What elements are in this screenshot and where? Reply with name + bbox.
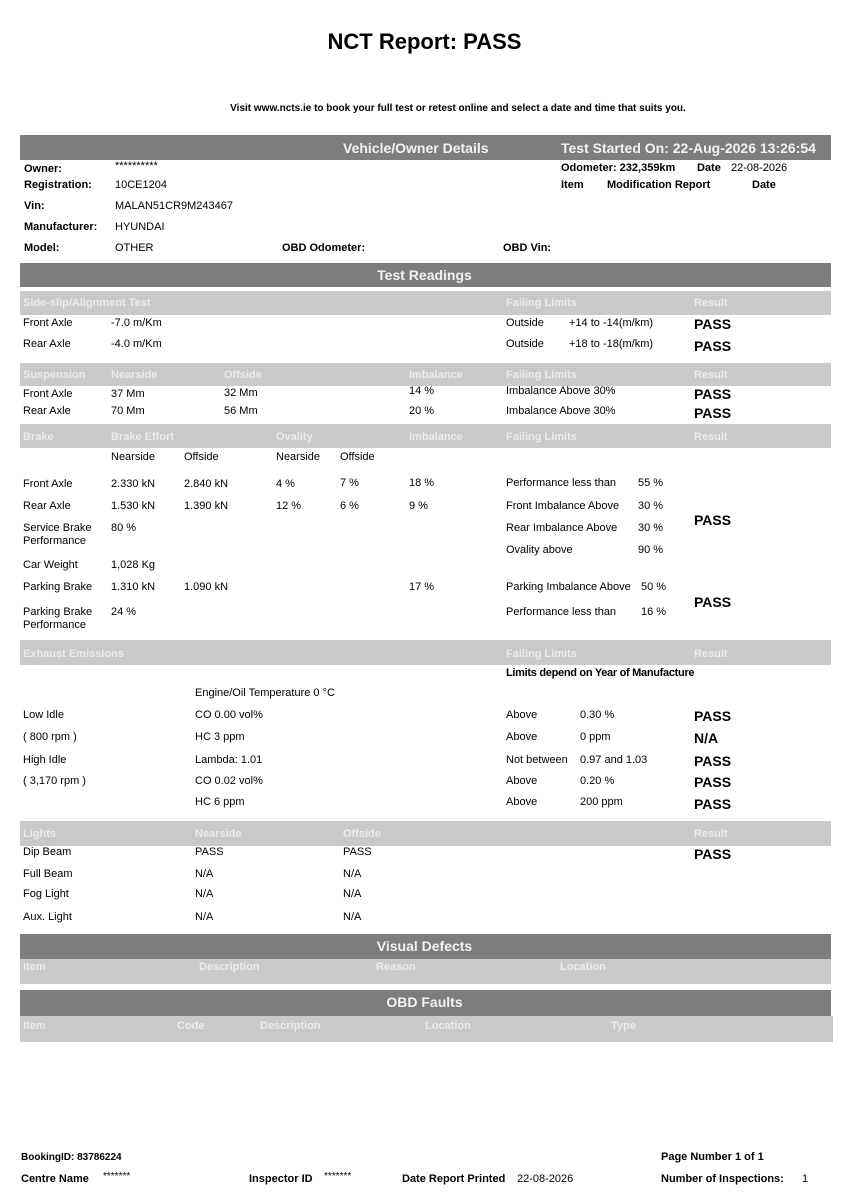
parking-limit-imb-label: Parking Imbalance Above bbox=[506, 581, 631, 593]
emission-lambda-result: PASS bbox=[694, 753, 732, 769]
suspension-front-imb: 14 % bbox=[409, 385, 435, 397]
model-value: OTHER bbox=[115, 242, 154, 254]
lights-near-header: Nearside bbox=[195, 828, 242, 840]
visual-location-header: Location bbox=[560, 961, 606, 973]
owner-value: ********** bbox=[115, 160, 158, 172]
visual-desc-header: Description bbox=[199, 961, 260, 973]
brake-limit-rear-label: Rear Imbalance Above bbox=[506, 522, 618, 534]
high-idle-rpm: ( 3,170 rpm ) bbox=[23, 775, 86, 787]
engine-temp: Engine/Oil Temperature 0 °C bbox=[195, 687, 335, 699]
sideslip-front-value: -7.0 m/Km bbox=[111, 317, 162, 329]
brake-sub-nearside: Nearside bbox=[111, 451, 156, 463]
emission-hc-high: HC 6 ppm bbox=[195, 796, 245, 808]
inspector-id-value: ******* bbox=[324, 1171, 352, 1182]
brake-limit-ovality-label: Ovality above bbox=[506, 544, 573, 556]
emission-co-low-cond: Above bbox=[506, 709, 538, 721]
parking-brake-off: 1.090 kN bbox=[184, 581, 229, 593]
sideslip-front-result: PASS bbox=[694, 316, 732, 332]
brake-effort-header: Brake Effort bbox=[111, 431, 174, 443]
emissions-limits-header: Failing Limits bbox=[506, 648, 577, 660]
brake-ovality-header: Ovality bbox=[276, 431, 313, 443]
light-aux-near: N/A bbox=[195, 911, 214, 923]
emission-hc-high-cond: Above bbox=[506, 796, 538, 808]
suspension-rear-name: Rear Axle bbox=[23, 405, 71, 417]
brake-rear-ov-off: 6 % bbox=[340, 500, 359, 512]
high-idle-label: High Idle bbox=[23, 754, 67, 766]
emission-co-low-limit: 0.30 % bbox=[580, 709, 615, 721]
parking-brake-result: PASS bbox=[694, 594, 732, 610]
low-idle-rpm: ( 800 rpm ) bbox=[23, 731, 77, 743]
sideslip-rear-name: Rear Axle bbox=[23, 338, 71, 350]
lights-header: Lights bbox=[23, 828, 56, 840]
brake-rear-ov-near: 12 % bbox=[276, 500, 302, 512]
brake-imb-header: Imbalance bbox=[409, 431, 463, 443]
light-aux-off: N/A bbox=[343, 911, 362, 923]
parking-perf-label-2: Performance bbox=[23, 619, 86, 631]
booking-id: BookingID: 83786224 bbox=[21, 1152, 122, 1163]
parking-brake-near: 1.310 kN bbox=[111, 581, 156, 593]
sideslip-rear-range: +18 to -18(m/km) bbox=[569, 338, 654, 350]
date-printed-value: 22-08-2026 bbox=[517, 1173, 574, 1185]
brake-front-imb: 18 % bbox=[409, 477, 435, 489]
service-brake-label-2: Performance bbox=[23, 535, 86, 547]
parking-perf-value: 24 % bbox=[111, 606, 137, 618]
lights-result-header: Result bbox=[694, 828, 728, 840]
test-readings-title: Test Readings bbox=[377, 267, 472, 283]
obd-item-header: Item bbox=[23, 1020, 46, 1032]
parking-limit-perf-label: Performance less than bbox=[506, 606, 617, 618]
sideslip-header: Side-slip/Alignment Test bbox=[23, 297, 151, 309]
lights-off-header: Offside bbox=[343, 828, 381, 840]
light-fog-name: Fog Light bbox=[23, 888, 69, 900]
brake-service-result: PASS bbox=[694, 512, 732, 528]
date-printed-label: Date Report Printed bbox=[402, 1173, 506, 1185]
sideslip-rear-result: PASS bbox=[694, 338, 732, 354]
obd-vin-label: OBD Vin: bbox=[503, 242, 552, 254]
inspections-value: 1 bbox=[802, 1173, 809, 1185]
emission-hc-low-limit: 0 ppm bbox=[580, 731, 611, 743]
sideslip-limits-header: Failing Limits bbox=[506, 297, 577, 309]
light-dip-near: PASS bbox=[195, 846, 224, 858]
date-label: Date bbox=[697, 162, 721, 174]
inspector-id-label: Inspector ID bbox=[249, 1173, 313, 1185]
sideslip-rear-outside: Outside bbox=[506, 338, 544, 350]
emission-hc-high-limit: 200 ppm bbox=[580, 796, 623, 808]
emissions-header: Exhaust Emissions bbox=[23, 648, 124, 660]
light-full-name: Full Beam bbox=[23, 868, 73, 880]
registration-label: Registration: bbox=[24, 179, 92, 191]
vehicle-section-title: Vehicle/Owner Details bbox=[343, 140, 489, 156]
inspections-label: Number of Inspections: bbox=[661, 1173, 784, 1185]
obd-location-header: Location bbox=[425, 1020, 471, 1032]
page-title: NCT Report: PASS bbox=[327, 29, 522, 54]
test-started: Test Started On: 22-Aug-2026 13:26:54 bbox=[561, 140, 816, 156]
brake-sub-ov-offside: Offside bbox=[340, 451, 375, 463]
brake-header: Brake bbox=[23, 431, 54, 443]
emission-hc-low-result: N/A bbox=[694, 730, 719, 746]
owner-label: Owner: bbox=[24, 163, 62, 175]
brake-limit-front-label: Front Imbalance Above bbox=[506, 500, 620, 512]
brake-limit-front-value: 30 % bbox=[638, 500, 664, 512]
brake-front-ov-off: 7 % bbox=[340, 477, 359, 489]
visual-defects-title: Visual Defects bbox=[376, 938, 473, 954]
page-number: Page Number 1 of 1 bbox=[661, 1151, 764, 1163]
suspension-rear-imb: 20 % bbox=[409, 405, 435, 417]
brake-front-off: 2.840 kN bbox=[184, 478, 229, 490]
odometer: Odometer: 232,359km bbox=[561, 162, 676, 174]
suspension-header: Suspension bbox=[23, 369, 86, 381]
brake-rear-off: 1.390 kN bbox=[184, 500, 229, 512]
light-dip-off: PASS bbox=[343, 846, 372, 858]
brake-sub-offside: Offside bbox=[184, 451, 219, 463]
obd-type-header: Type bbox=[611, 1020, 636, 1032]
brake-limit-perf-value: 55 % bbox=[638, 477, 664, 489]
brake-rear-name: Rear Axle bbox=[23, 500, 71, 512]
parking-limit-perf-value: 16 % bbox=[641, 606, 667, 618]
emission-co-high-result: PASS bbox=[694, 774, 732, 790]
emission-lambda-cond: Not between bbox=[506, 754, 568, 766]
modification-date-label: Date bbox=[752, 179, 776, 191]
emission-co-low-result: PASS bbox=[694, 708, 732, 724]
item-label: Item bbox=[561, 179, 584, 191]
emission-lambda-limit: 0.97 and 1.03 bbox=[580, 754, 648, 766]
manufacturer-value: HYUNDAI bbox=[115, 221, 165, 233]
emission-co-low: CO 0.00 vol% bbox=[195, 709, 263, 721]
light-aux-name: Aux. Light bbox=[23, 911, 72, 923]
service-brake-value: 80 % bbox=[111, 522, 137, 534]
light-fog-off: N/A bbox=[343, 888, 362, 900]
parking-limit-imb-value: 50 % bbox=[641, 581, 667, 593]
brake-limit-rear-value: 30 % bbox=[638, 522, 664, 534]
sideslip-front-range: +14 to -14(m/km) bbox=[569, 317, 654, 329]
visual-item-header: Item bbox=[23, 961, 46, 973]
car-weight-value: 1,028 Kg bbox=[111, 559, 156, 571]
emission-hc-low-cond: Above bbox=[506, 731, 538, 743]
obd-odometer-label: OBD Odometer: bbox=[282, 242, 366, 254]
suspension-rear-near: 70 Mm bbox=[111, 405, 145, 417]
vin-value: MALAN51CR9M243467 bbox=[115, 200, 234, 212]
emission-co-high: CO 0.02 vol% bbox=[195, 775, 263, 787]
sideslip-front-outside: Outside bbox=[506, 317, 544, 329]
suspension-imb-header: Imbalance bbox=[409, 369, 463, 381]
car-weight-label: Car Weight bbox=[23, 559, 78, 571]
suspension-result-header: Result bbox=[694, 369, 728, 381]
suspension-front-result: PASS bbox=[694, 386, 732, 402]
brake-limit-ovality-value: 90 % bbox=[638, 544, 664, 556]
sideslip-front-name: Front Axle bbox=[23, 317, 73, 329]
suspension-rear-off: 56 Mm bbox=[224, 405, 258, 417]
suspension-limits-header: Failing Limits bbox=[506, 369, 577, 381]
brake-rear-imb: 9 % bbox=[409, 500, 428, 512]
sideslip-result-header: Result bbox=[694, 297, 728, 309]
emission-co-high-limit: 0.20 % bbox=[580, 775, 615, 787]
light-dip-result: PASS bbox=[694, 846, 732, 862]
light-dip-name: Dip Beam bbox=[23, 846, 72, 858]
model-label: Model: bbox=[24, 242, 60, 254]
centre-name-value: ******* bbox=[103, 1171, 131, 1182]
emissions-limits-note: Limits depend on Year of Manufacture bbox=[506, 667, 695, 679]
parking-brake-imb: 17 % bbox=[409, 581, 435, 593]
modification-report-label: Modification Report bbox=[607, 179, 711, 191]
parking-brake-name: Parking Brake bbox=[23, 581, 93, 593]
visual-defects-header-bar bbox=[20, 959, 831, 984]
emission-co-high-cond: Above bbox=[506, 775, 538, 787]
suspension-off-header: Offside bbox=[224, 369, 262, 381]
date-value: 22-08-2026 bbox=[731, 162, 788, 174]
emission-lambda: Lambda: 1.01 bbox=[195, 754, 263, 766]
obd-faults-title: OBD Faults bbox=[386, 994, 463, 1010]
brake-front-ov-near: 4 % bbox=[276, 478, 295, 490]
suspension-rear-result: PASS bbox=[694, 405, 732, 421]
emissions-result-header: Result bbox=[694, 648, 728, 660]
suspension-front-near: 37 Mm bbox=[111, 388, 145, 400]
brake-limits-header: Failing Limits bbox=[506, 431, 577, 443]
brake-front-near: 2.330 kN bbox=[111, 478, 156, 490]
suspension-near-header: Nearside bbox=[111, 369, 158, 381]
sideslip-rear-value: -4.0 m/Km bbox=[111, 338, 162, 350]
visit-text: Visit www.ncts.ie to book your full test or retest online and select a date and time that suits you. bbox=[230, 103, 686, 114]
light-full-near: N/A bbox=[195, 868, 214, 880]
suspension-front-name: Front Axle bbox=[23, 388, 73, 400]
vin-label: Vin: bbox=[24, 200, 45, 212]
suspension-front-limit: Imbalance Above 30% bbox=[506, 385, 616, 397]
brake-rear-near: 1.530 kN bbox=[111, 500, 156, 512]
light-fog-near: N/A bbox=[195, 888, 214, 900]
obd-code-header: Code bbox=[177, 1020, 205, 1032]
brake-result-header: Result bbox=[694, 431, 728, 443]
manufacturer-label: Manufacturer: bbox=[24, 221, 98, 233]
suspension-rear-limit: Imbalance Above 30% bbox=[506, 405, 616, 417]
service-brake-label-1: Service Brake bbox=[23, 522, 92, 534]
emission-hc-low: HC 3 ppm bbox=[195, 731, 245, 743]
parking-perf-label-1: Parking Brake bbox=[23, 606, 93, 618]
brake-sub-ov-nearside: Nearside bbox=[276, 451, 321, 463]
obd-desc-header: Description bbox=[260, 1020, 321, 1032]
centre-name-label: Centre Name bbox=[21, 1173, 89, 1185]
suspension-front-off: 32 Mm bbox=[224, 387, 258, 399]
visual-reason-header: Reason bbox=[376, 961, 416, 973]
light-full-off: N/A bbox=[343, 868, 362, 880]
brake-front-name: Front Axle bbox=[23, 478, 73, 490]
registration-value: 10CE1204 bbox=[115, 179, 167, 191]
low-idle-label: Low Idle bbox=[23, 709, 64, 721]
brake-limit-perf-label: Performance less than bbox=[506, 477, 617, 489]
emission-hc-high-result: PASS bbox=[694, 796, 732, 812]
